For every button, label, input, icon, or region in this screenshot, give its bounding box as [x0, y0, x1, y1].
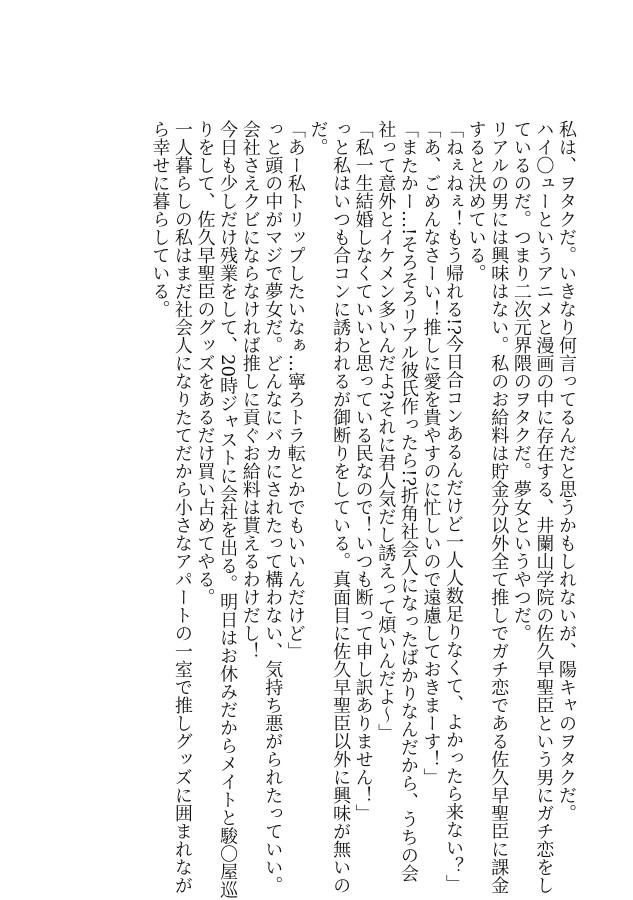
- text-line: りをして、佐久早聖臣のグッズをあるだけ買い占めてやる。: [194, 120, 216, 606]
- text-line: っと私はいつも合コンに誘われるが御断りをしている。真面目に佐久早聖臣以外に興味が無いの: [330, 120, 352, 894]
- text-line: すると決めている。: [465, 120, 487, 282]
- text-line: 社って意外とイケメン多いんだよ?それに君人気だし誘えって煩いんだよ〜」: [375, 120, 397, 742]
- text-line: 今日も少しだけ残業をして、20時ジャストに会社を出る。明日はお休みだからメイトと駿〇屋巡: [217, 120, 239, 899]
- text-line: 「私一生結婚しなくていいと思っている民なので！いつも断って申し訳ありません！」: [352, 120, 374, 822]
- text-line: 私は、ヲタクだ。いきなり何言ってるんだと思うかもしれないが、陽キャのヲタクだ。: [556, 120, 577, 822]
- text-line: っと頭の中がマジで夢女だ。どんなにバカにされたって構わない、気持ち悪がられたっていい。: [262, 120, 284, 894]
- text-line: ら幸せに暮らしている。: [149, 120, 171, 318]
- text-line: 一人暮らしの私はまだ社会人になりたてだから小さなアパートの一室で推しグッズに囲まれなが: [171, 120, 193, 894]
- text-line: 「またかー…!そろそろリアル彼氏作ったら!?折角社会人になったばかりなんだから、うちの会: [397, 120, 419, 883]
- text-line: 「あ、ごめんなさーい！推しに愛を貴やすのに忙しいので遠慮しておきまーす！」: [420, 120, 442, 786]
- text-line: 会社さえクビにならなければ推しに貢ぐお給料は貰えるわけだし！: [239, 120, 261, 660]
- text-line: 「あー私トリップしたいなぁ…寧ろトラ転とかでもいいんだけど」: [284, 120, 306, 660]
- text-line: ハイ〇ューというアニメと漫画の中に存在する、井闌山学院の佐久早聖臣という男にガチ恋をし: [533, 120, 555, 894]
- text-line: だ。: [307, 120, 329, 156]
- text-line: 「ねぇねぇ！もう帰れる!?今日合コンあるんだけど一人人数足りなくて、よかったら来ない？」: [443, 120, 465, 893]
- text-line: リアルの男には興味はない。私のお給料は貯金分以外全て推しでガチ恋である佐久早聖臣に課金: [488, 120, 510, 894]
- text-line: ているのだ。つまり二次元界隈のヲタクだ。夢女というやつだ。: [510, 120, 532, 642]
- vertical-text-block: [148, 120, 577, 899]
